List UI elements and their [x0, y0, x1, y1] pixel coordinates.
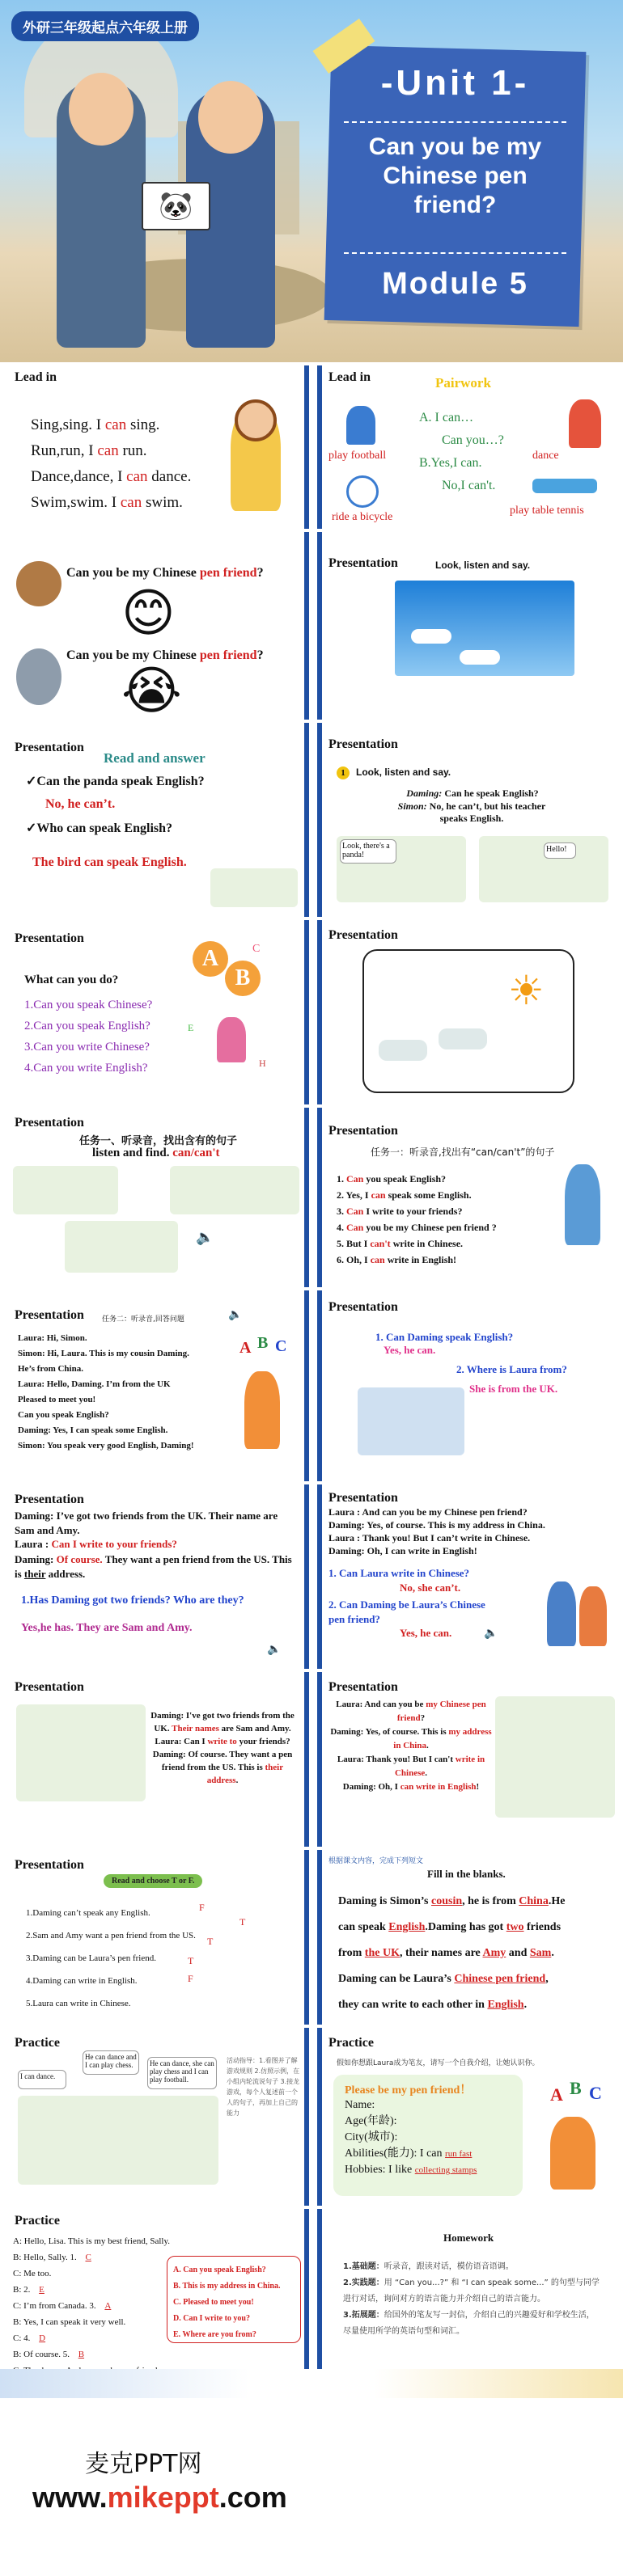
card-title: Please be my pen friend！: [345, 2084, 472, 2097]
slide-title: Homework: [443, 2232, 494, 2244]
slide-heading: Presentation: [328, 1124, 398, 1138]
slide-homework: [317, 2209, 618, 2395]
reading-girl-illustration: [550, 2117, 595, 2190]
answer-mark: T: [188, 1955, 194, 1966]
slide-heading: Presentation: [328, 928, 398, 942]
letter-balloon-b: B: [225, 961, 261, 996]
unit-title: -Unit 1-: [380, 63, 530, 103]
abc-letter: B: [570, 2078, 582, 2098]
abc-letter: A: [239, 1339, 252, 1357]
prompt-b: B.Yes,I can.: [419, 456, 482, 470]
slide-key-sentences-2: [317, 1672, 618, 1847]
options-list: A. Can you speak English? B. This is my address in China. C. Pleased to meet you! D. Can I write to you? E. Where are you from?: [173, 2266, 281, 2339]
slide-fill-in-blanks: [317, 1850, 618, 2025]
answer-2: Yes, he can.: [400, 1627, 452, 1639]
pairwork-label: Pairwork: [435, 375, 491, 391]
bicycle-illustration: [346, 475, 379, 508]
answer-mark: T: [239, 1916, 246, 1928]
slide-heading: Presentation: [328, 1680, 398, 1694]
abc-letter: B: [257, 1334, 269, 1352]
slide-look-listen-say-2: [317, 723, 618, 917]
chant-line: Sing,sing. I can sing.: [31, 416, 160, 433]
slide-listen-and-find: [8, 1108, 309, 1287]
read-answer-title: Read and answer: [104, 750, 206, 766]
football-kid-illustration: [346, 406, 375, 445]
slide-key-sentences-1: [8, 1672, 309, 1847]
chant-line: Swim,swim. I can swim.: [31, 494, 183, 511]
prompt-question: Can you…?: [442, 433, 504, 447]
jerry-mouse-illustration: [16, 561, 61, 606]
dialogue: Laura: Hi, Simon. Simon: Hi, Laura. This is my cousin Daming. He’s from China. Laura: Hello, Daming. I’m from the UK Pleased to meet you! Can you speak English? Daming: Yes, I can speak some English. Simon: You speak very good English, Daming!: [18, 1333, 194, 1451]
table-tennis-illustration: [532, 479, 597, 493]
dialogue-line: Daming: Can he speak English?: [406, 788, 539, 799]
slide-heading: Practice: [15, 2214, 60, 2228]
fill-blank-passage: Daming is Simon’s cousin, he is from China.He can speak English.Daming has got two friends from the UK, their names are Amy and Sam. Daming can be Laura’s Chinese pen friend, they can write to each other in English.: [338, 1895, 566, 2011]
slide-title: Fill in the blanks.: [427, 1868, 506, 1880]
zoo-scene-illustration: Hello!: [479, 836, 608, 902]
dialogue-1: Daming: I’ve got two friends from the UK. Their name are Sam and Amy.: [15, 1510, 278, 1536]
answer-2: She is from the UK.: [469, 1383, 558, 1395]
slide-heading: Presentation: [15, 1116, 84, 1130]
girl-on-swing-illustration: [217, 1017, 246, 1062]
speaker-icon[interactable]: 🔈: [267, 1643, 282, 1656]
question-line: Can you be my Chinese pen friend?: [66, 566, 264, 580]
slide-heading: Presentation: [328, 556, 398, 570]
slide-heading: Presentation: [15, 1493, 84, 1506]
activity-label: play football: [328, 450, 387, 462]
slide-can-cant-sentences: [317, 1108, 618, 1287]
letter-e: E: [188, 1022, 194, 1033]
activity-label: dance: [532, 450, 559, 462]
girl-illustration: [579, 1586, 607, 1646]
prompt-no: No,I can't.: [442, 479, 496, 492]
sky-picture: [395, 581, 574, 676]
instruction-cn: 根据课文内容，完成下列短文: [328, 1857, 424, 1865]
chant-lines: [31, 412, 191, 516]
question-1: ✓Can the panda speak English?: [26, 775, 205, 788]
activity-label: play table tennis: [510, 505, 584, 517]
divider: [344, 252, 566, 254]
slide-practice-chain-game: [8, 2028, 309, 2206]
homework-list: 1.基础题：听录音，跟读对话，模仿语音语调。 2.实践题：用 “Can you...?” 和 “I can speak some...” 的句型与同学进行对话，询问对方的语言能力并介绍自己的语言能力。 3.拓展题：给国外的笔友写一封信，介绍自己的兴趣爱好和学校生活，尽量使用所学的英语句型和词汇。: [343, 2262, 600, 2336]
statement-list: 1.Daming can’t speak any English. 2.Sam and Amy want a pen friend from the US. 3.Daming can be Laura’s pen friend. 4.Daming can write in English. 5.Laura can write in Chinese.: [26, 1908, 196, 2008]
abc-letter: C: [589, 2083, 602, 2103]
slide-heading: Presentation: [15, 741, 84, 754]
decorative-strip: [0, 2369, 623, 2398]
site-url[interactable]: www.mikeppt.com: [32, 2481, 287, 2514]
prompt-a: A. I can…: [419, 411, 474, 424]
question-2: 2. Can Daming be Laura’s Chinese pen friend?: [328, 1598, 485, 1625]
cover-slide: [0, 0, 623, 362]
instruction: Look, listen and say.: [435, 560, 531, 571]
activity-guide: 活动指导：1.看图并了解游戏规则 2.仿照示例，在小组内轮流说句子 3.接龙游戏，每个人复述前一个人的句子，再加上自己的能力: [227, 2057, 300, 2117]
step-number: 1: [337, 766, 350, 779]
slide-lead-in-chant: [8, 365, 309, 529]
sun-icon: ☀: [508, 967, 545, 1014]
slide-look-listen-say: [317, 532, 618, 720]
question-2: 2. Where is Laura from?: [456, 1363, 567, 1375]
answer-mark: T: [207, 1936, 214, 1947]
intro-fields: Name: Age(年龄): City(城市): Abilities(能力): I can run fast Hobbies: I like collecting stamps: [345, 2099, 477, 2176]
instruction: Look, listen and say.: [356, 766, 451, 778]
slide-read-and-answer: [8, 723, 309, 917]
letter-h: H: [259, 1058, 266, 1069]
chant-line: Run,run, I can run.: [31, 442, 147, 459]
instruction-cn: 假如你想跟Laura成为笔友，请写一个自我介绍，让她认识你。: [337, 2059, 540, 2067]
kids-playing-illustration: [18, 2096, 218, 2185]
slide-practice-self-intro: [317, 2028, 618, 2206]
instruction-tag: Read and choose T or F.: [104, 1874, 202, 1888]
question-2: ✓Who can speak English?: [26, 821, 173, 835]
lesson-title: Can you be my Chinese pen friend?: [368, 133, 542, 218]
task-instruction: 任务二：听录音,回答问题: [102, 1315, 184, 1324]
answer-1: No, she can’t.: [400, 1581, 461, 1594]
girl-face: [235, 399, 277, 441]
slide-dialogue-task-2: [8, 1290, 309, 1481]
slide-heading: Practice: [328, 2036, 374, 2050]
slide-heading: Presentation: [15, 1858, 84, 1872]
park-scene-illustration: Look, there's a panda!: [337, 836, 466, 902]
dance-kid-illustration: [569, 399, 601, 448]
weather-picture: [362, 949, 574, 1093]
dialogue-blanks: A: Hello, Lisa. This is my best friend, Sally. B: Hello, Sally. 1. C C: Me too. B: 2. E C: I’m from Canada. 3. A B: Yes, I can speak it very well. C: 4. D B: Of course. 5. B: [13, 2236, 171, 2359]
abc-letter: C: [275, 1337, 287, 1355]
panda-scene-illustration: [210, 868, 298, 907]
answer: Yes,he has. They are Sam and Amy.: [21, 1622, 193, 1634]
slide-heading: Presentation: [328, 1491, 398, 1505]
story-picture: [170, 1166, 299, 1214]
story-picture: [13, 1166, 118, 1214]
watermark-footer: [0, 2369, 623, 2576]
sentence-list: 1. Can you speak English? 2. Yes, I can speak some English. 3. Can I write to your friends? 4. Can you be my Chinese pen friend ? 5. But I can't write in Chinese. 6. Oh, I can write in English!: [337, 1173, 497, 1265]
tom-cat-illustration: [16, 648, 61, 705]
question-1: 1. Can Laura write in Chinese?: [328, 1567, 470, 1579]
dialogue: Daming: I've got two friends from the UK. Their names are Sam and Amy. Laura: Can I write to your friends? Daming: Of course. They want a pen friend from the US. This is their address.: [150, 1711, 295, 1785]
dialogue: Laura: And can you be my Chinese pen friend? Daming: Yes, of course. This is my address in China. Laura: Thank you! But I can't write in Chinese. Daming: Oh, I can write in English!: [330, 1700, 492, 1792]
speech-bubble: He can dance and I can play chess.: [83, 2050, 139, 2075]
dialogue: Laura : And can you be my Chinese pen friend? Daming: Yes, of course. This is my address in China. Laura : Thank you! But I can’t write in Chinese. Daming: Oh, I can write in English!: [328, 1506, 545, 1556]
crying-face-icon: 😭: [121, 661, 182, 721]
slide-what-can-you-do: [8, 920, 309, 1104]
module-title: Module 5: [382, 267, 528, 301]
question: What can you do?: [24, 973, 119, 986]
grade-badge: 外研三年级起点六年级上册: [11, 11, 199, 41]
answer-mark: F: [188, 1973, 193, 1984]
divider: [344, 121, 566, 123]
activity-label: ride a bicycle: [332, 511, 393, 523]
question-1: 1. Can Daming speak English?: [375, 1331, 514, 1343]
slide-true-or-false: [8, 1850, 309, 2025]
speaker-icon[interactable]: 🔈: [484, 1627, 498, 1640]
answer-2: The bird can speak English.: [32, 855, 187, 869]
slide-sky-picture: [317, 920, 618, 1104]
task-instruction: 任务一、听录音，找出含有的句子: [79, 1135, 238, 1147]
slide-heading: Lead in: [15, 370, 57, 384]
speaker-icon[interactable]: 🔈: [196, 1229, 214, 1246]
speech-bubble: He can dance, she can play chess and I can play football.: [147, 2057, 217, 2089]
task-instruction-en: listen and find. can/can't: [92, 1147, 220, 1159]
slide-heading: Presentation: [328, 1300, 398, 1314]
letter-c: C: [252, 943, 261, 955]
boy-figure-left: [57, 81, 146, 348]
happy-face-icon: 😊: [121, 584, 176, 644]
slide-heading: Presentation: [15, 1308, 84, 1322]
letter-balloon-a: A: [193, 941, 228, 977]
reading-girl-illustration: [244, 1371, 280, 1449]
slide-answers-1: [317, 1290, 618, 1481]
slide-pen-friend-dialogue: [317, 1484, 618, 1669]
speech-bubble: I can dance.: [18, 2070, 66, 2089]
dialogue-picture: [358, 1387, 464, 1455]
question: 1.Has Daming got two friends? Who are they?: [21, 1594, 244, 1607]
slide-heading: Presentation: [15, 931, 84, 945]
slide-lead-in-pairwork: [317, 365, 618, 529]
slide-two-friends: [8, 1484, 309, 1669]
letter-picture: [16, 1704, 146, 1801]
dialogue-2: Laura : Can I write to your friends?: [15, 1538, 177, 1550]
story-picture: [65, 1221, 178, 1273]
writing-kid-illustration: [565, 1164, 600, 1245]
dialogue-line: Simon: No, he can’t, but his teacher speaks English.: [397, 800, 546, 824]
slide-heading: Presentation: [15, 1680, 84, 1694]
question-list: 1.Can you speak Chinese? 2.Can you speak English? 3.Can you write Chinese? 4.Can you write English?: [24, 999, 153, 1075]
dialogue-3: Daming: Of course. They want a pen friend from the US. This is their address.: [15, 1553, 292, 1580]
panda-card-icon: 🐼: [142, 182, 210, 230]
letter-picture: [495, 1696, 615, 1818]
abc-letter: A: [550, 2084, 563, 2105]
answer-1: Yes, he can.: [384, 1344, 436, 1356]
speaker-icon[interactable]: 🔈: [228, 1308, 243, 1321]
answer-1: No, he can’t.: [45, 797, 116, 811]
slide-heading: Presentation: [328, 737, 398, 751]
slide-question-pen-friend: [8, 532, 309, 720]
slide-heading: Practice: [15, 2036, 60, 2050]
slide-heading: Lead in: [328, 370, 371, 384]
slide-practice-dialogue: [8, 2209, 309, 2395]
chant-line: Dance,dance, I can dance.: [31, 468, 192, 485]
task-instruction: 任务一：听录音,找出有“can/can't”的句子: [371, 1147, 555, 1158]
boy-illustration: [547, 1581, 576, 1646]
answer-mark: F: [199, 1902, 205, 1913]
question-line: Can you be my Chinese pen friend?: [66, 648, 264, 662]
site-brand: 麦克PPT网: [85, 2450, 202, 2478]
